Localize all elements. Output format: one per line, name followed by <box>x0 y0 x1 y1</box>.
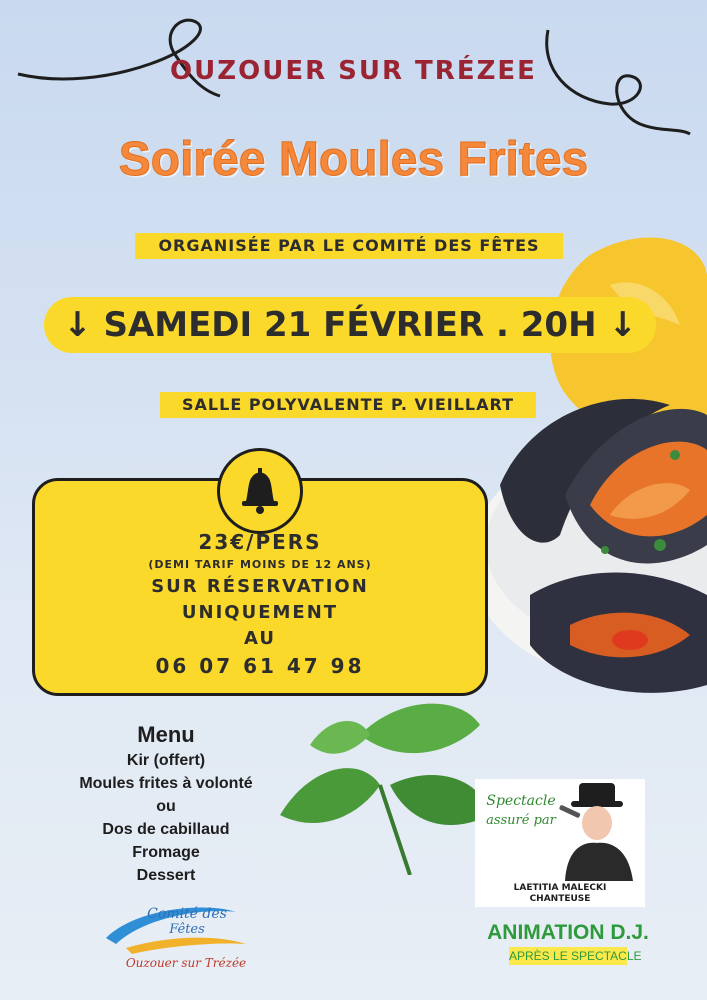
dj-subtitle: APRÈS LE SPECTACLE <box>509 949 642 963</box>
town-name: OUZOUER SUR TRÉZEE <box>170 56 537 86</box>
menu-item: Fromage <box>132 844 200 861</box>
reservation-line-3: AU <box>244 628 276 649</box>
show-panel <box>475 779 645 907</box>
dj-block <box>478 921 658 965</box>
singer-photo <box>557 781 643 881</box>
show-script-1: Spectacle <box>486 793 556 809</box>
organiser-banner: ORGANISÉE PAR LE COMITÉ DES FÊTES <box>135 233 563 259</box>
logo-town: Ouzouer sur Trézée <box>125 956 247 970</box>
show-script-2: assuré par <box>486 813 556 828</box>
price-per-person: 23€/PERS <box>198 530 322 554</box>
reservation-line-1: SUR RÉSERVATION <box>151 576 369 597</box>
menu-item: Moules frites à volonté <box>79 775 253 792</box>
menu-item: Kir (offert) <box>126 752 206 769</box>
menu-item: ou <box>156 798 176 815</box>
half-price-note: (DEMI TARIF MOINS DE 12 ANS) <box>148 558 372 571</box>
venue-banner: SALLE POLYVALENTE P. VIEILLART <box>160 392 536 418</box>
menu-item: Dessert <box>136 867 196 884</box>
phone-number: 06 07 61 47 98 <box>155 654 365 678</box>
logo-line-2: Fêtes <box>169 922 205 937</box>
dj-title: ANIMATION D.J. <box>487 921 649 944</box>
performer-name: LAETITIA MALECKI <box>513 883 607 893</box>
bell-badge <box>217 448 303 534</box>
event-title: Soirée Moules Frites <box>118 133 589 186</box>
date-time-banner: ↓ SAMEDI 21 FÉVRIER . 20H ↓ <box>44 297 656 353</box>
bell-icon <box>220 451 300 531</box>
logo-line-1: Comité des <box>147 906 227 922</box>
performer-role: CHANTEUSE <box>529 894 591 904</box>
comite-logo <box>96 898 276 980</box>
reservation-line-2: UNIQUEMENT <box>181 602 339 623</box>
menu-item: Dos de cabillaud <box>102 821 230 838</box>
menu-heading: Menu <box>137 722 195 747</box>
